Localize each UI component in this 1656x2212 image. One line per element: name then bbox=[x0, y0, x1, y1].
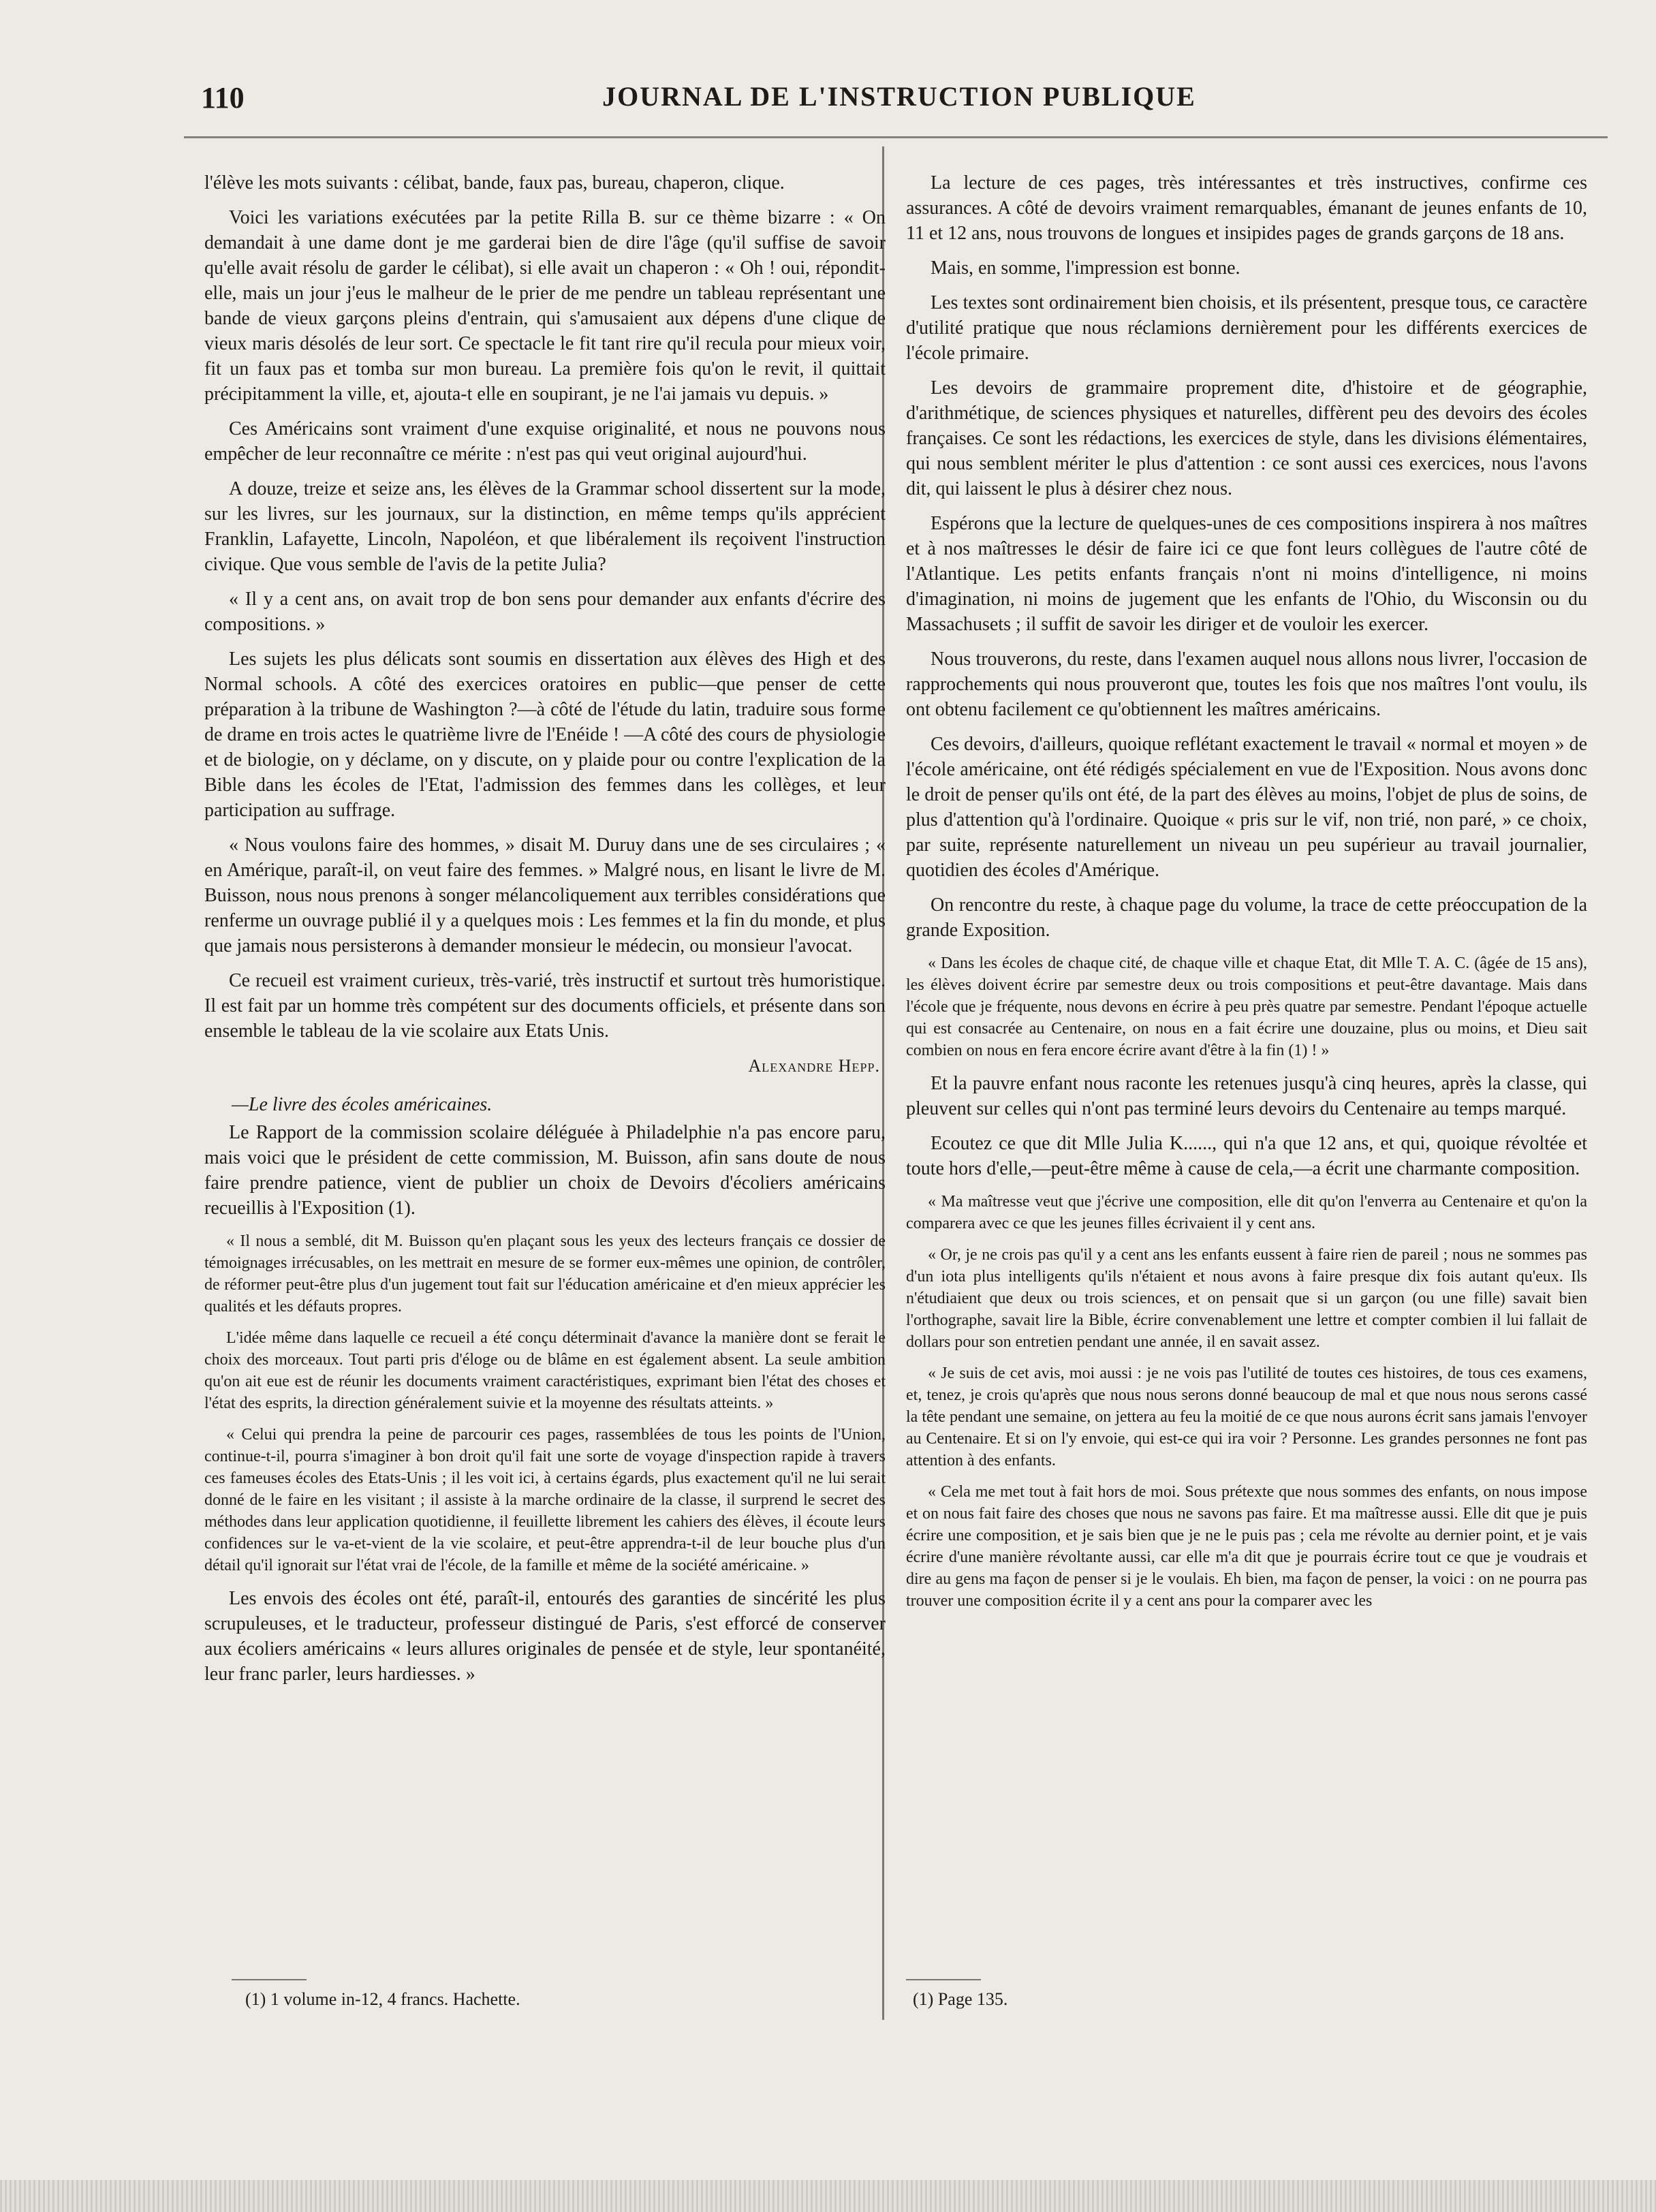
paragraph: Nous trouverons, du reste, dans l'examen auquel nous allons nous livrer, l'occasion de rapprochements qui nous prouveront que, toutes les fois que nos maîtres l'ont voulu, ils ont obtenu facilement ce qu'obtiennent les maîtres américains. bbox=[906, 649, 1587, 720]
scan-border bbox=[0, 2180, 1656, 2212]
header-rule bbox=[184, 136, 1608, 138]
author-signature: Alexandre Hepp. bbox=[748, 1056, 880, 1076]
paragraph: l'élève les mots suivants : célibat, bande, faux pas, bureau, chaperon, clique. bbox=[204, 172, 785, 193]
page-number: 110 bbox=[201, 81, 245, 114]
paragraph: « Il y a cent ans, on avait trop de bon sens pour demander aux enfants d'écrire des compositions. » bbox=[204, 589, 886, 635]
paragraph: Et la pauvre enfant nous raconte les retenues jusqu'à cinq heures, après la classe, qui pleuvent sur celles qui n'ont pas terminé leurs devoirs du Centenaire au temps marqué. bbox=[906, 1073, 1587, 1119]
paragraph: Voici les variations exécutées par la petite Rilla B. sur ce thème bizarre : « On demandait à une dame dont je me garderai bien de dire l'âge (qu'il suffise de savoir qu'elle avait résolu de garder le célibat), si elle avait un chaperon : « Oh ! oui, répondit-elle, mais un jour j'eus le malheur de le prier de me pendre un tableau représentant une bande de vieux garçons pleins d'entrain, qui s'amusaient aux dépens d'une clique de vieux maris désolés de leur sort. Ce spectacle le fit tant rire qu'il recula pour mieux voir, fit un faux pas et tomba sur mon bureau. La première fois qu'on le revit, il quittait précipitamment la ville, et, ajouta-t elle en soupirant, je ne l'ai jamais vu depuis. » bbox=[204, 207, 886, 405]
quoted-paragraph: « Or, je ne crois pas qu'il y a cent ans les enfants eussent à faire rien de pareil ; nous ne sommes pas d'un iota plus intelligents qu'ils n'étaient et nous avons à faire presque dix fois autant qu'eux. Ils n'étudiaient que deux ou trois sciences, et on pensait que si un garçon (ou une fille) savait bien l'orthographe, savait lire la Bible, écrire convenablement une lettre et compter combien il lui fallait de dollars pour son entretien pendant une année, il en savait assez. bbox=[906, 1246, 1587, 1351]
paragraph: « Nous voulons faire des hommes, » disait M. Duruy dans une de ses circulaires ; « en Amérique, paraît-il, on veut faire des femmes. » Malgré nous, en lisant le livre de M. Buisson, nous nous prenons à songer mélancoliquement aux terribles considérations que renferme un ouvrage publié il y a quelques mois : Les femmes et la fin du monde, et plus que jamais nous persisterons à demander monsieur le médecin, ou monsieur l'avocat. bbox=[204, 835, 886, 956]
footnote-rule-right bbox=[906, 1979, 981, 1980]
paragraph: On rencontre du reste, à chaque page du volume, la trace de cette préoccupation de la grande Exposition. bbox=[906, 894, 1587, 941]
page-header bbox=[201, 80, 1597, 121]
quoted-paragraph: « Il nous a semblé, dit M. Buisson qu'en plaçant sous les yeux des lecteurs français ce dossier de témoignages irrécusables, on les mettrait en mesure de se former eux-mêmes une opinion, de contrôler, de réformer peut-être plus d'un jugement tout fait sur l'éducation américaine et d'en mieux apprécier les qualités et les défauts propres. bbox=[204, 1232, 886, 1315]
paragraph: Espérons que la lecture de quelques-unes de ces compositions inspirera à nos maîtres et à nos maîtresses le désir de faire ici ce que font leurs collègues de l'autre côté de l'Atlantique. Les petits enfants français n'ont ni moins d'intelligence, ni moins d'imagination, ni moins de jugement que les enfants de l'Ohio, du Wisconsin ou du Massachusets ; il suffit de savoir les diriger et de vouloir les exercer. bbox=[906, 513, 1587, 635]
quoted-paragraph: « Cela me met tout à fait hors de moi. Sous prétexte que nous sommes des enfants, on nous impose et on nous fait faire des choses que nous ne savons pas faire. Et ma maîtresse aussi. Elle dit que je puis écrire une composition, et je sais bien que je ne le puis pas ; cela me révolte au dernier point, et je vais écrire d'une manière révoltante aussi, car elle m'a dit que je pourrais écrire tout ce que je voudrais et dire au gens ma façon de penser si je le voulais. Eh bien, ma façon de penser, la voici : on ne pourra pas trouver une composition écrite il y a cent ans pour la comparer avec les bbox=[906, 1483, 1587, 1610]
quoted-paragraph: « Je suis de cet avis, moi aussi : je ne vois pas l'utilité de toutes ces histoires, de tous ces examens, et, tenez, je crois qu'après que nous nous serons donné beaucoup de mal et que nous nous serons cassé la tête pendant une semaine, on jettera au feu la moitié de ce que nous aurons écrit sans jamais l'envoyer au Centenaire. Et si on l'y envoie, qui est-ce qui ira voir ? Personne. Les grandes personnes ne font pas attention à des enfants. bbox=[906, 1365, 1587, 1469]
paragraph: Les sujets les plus délicats sont soumis en dissertation aux élèves des High et des Normal schools. A côté des exercices oratoires en public—que penser de cette préparation à la tribune de Washington ?—à côté de l'étude du latin, traduire sous forme de drame en trois actes le quatrième livre de l'Enéide ! —A côté des cours de physiologie et de biologie, on y déclame, on y discute, on y plaide pour ou contre l'explication de la Bible dans les écoles de l'Etat, l'admission des femmes dans les collèges, et leur participation au suffrage. bbox=[204, 649, 886, 821]
quoted-paragraph: « Celui qui prendra la peine de parcourir ces pages, rassemblées de tous les points de l'Union, continue-t-il, pourra s'imaginer à bon droit qu'il fait une sorte de voyage d'inspection rapide à travers ces fameuses écoles des Etats-Unis ; il les voit ici, à certains égards, plus exactement qu'il ne lui serait donné de le faire en les visitant ; il assiste à la marche ordinaire de la classe, il surprend le secret des méthodes dans leur application quotidienne, il feuillette librement les cahiers des élèves, il écoute leurs confidences sur le va-et-vient de la vie scolaire, et peut-être apprendra-t-il de leur bouche plus d'un détail qu'il ignorait sur l'état vrai de l'école, de la famille et même de la société américaine. » bbox=[204, 1426, 886, 1574]
paragraph: Mais, en somme, l'impression est bonne. bbox=[931, 258, 1240, 279]
quoted-paragraph: L'idée même dans laquelle ce recueil a été conçu déterminait d'avance la manière dont se ferait le choix des morceaux. Tout parti pris d'éloge ou de blâme en est également absent. La seule ambition qu'on ait eue est de réunir les documents vraiment caractéristiques, exprimant bien l'état des choses et l'état des esprits, la direction généralement suivie et la moyenne des résultats atteints. » bbox=[204, 1329, 886, 1412]
paragraph: Ce recueil est vraiment curieux, très-varié, très instructif et surtout très humoristique. Il est fait par un homme très compétent sur des documents officiels, et présente dans son ensemble le tableau de la vie scolaire aux Etats Unis. bbox=[204, 970, 886, 1042]
paragraph: Ces devoirs, d'ailleurs, quoique reflétant exactement le travail « normal et moyen » de l'école américaine, ont été rédigés spécialement en vue de l'Exposition. Nous avons donc le droit de penser qu'ils ont été, de la part des élèves au moins, l'objet de plus de soins, de plus d'attention qu'à l'ordinaire. Quoique « pris sur le vif, non trié, non paré, » ce choix, par suite, représente naturellement un niveau un peu supérieur au travail journalier, quotidien des écoles d'Amérique. bbox=[906, 734, 1587, 881]
right-column bbox=[906, 170, 1587, 2010]
paragraph: Les envois des écoles ont été, paraît-il, entourés des garanties de sincérité les plus scrupuleuses, et le traducteur, professeur distingué de Paris, s'est efforcé de conserver aux écoliers américains « leurs allures originales de pensée et de style, leur spontanéité, leur franc parler, leurs hardiesses. » bbox=[204, 1588, 886, 1685]
footnote-right: (1) Page 135. bbox=[913, 1989, 1008, 2009]
footnote-left: (1) 1 volume in-12, 4 francs. Hachette. bbox=[245, 1989, 520, 2009]
quoted-paragraph: « Ma maîtresse veut que j'écrive une composition, elle dit qu'on l'enverra au Centenaire et qu'on la comparera avec ce que les jeunes filles écrivaient il y cent ans. bbox=[906, 1193, 1587, 1232]
paragraph: Les textes sont ordinairement bien choisis, et ils présentent, presque tous, ce caractère d'utilité pratique que nous réclamions dernièrement pour les différents exercices de l'école primaire. bbox=[906, 292, 1587, 364]
paragraph: Les devoirs de grammaire proprement dite, d'histoire et de géographie, d'arithmétique, de sciences physiques et naturelles, diffèrent peu des devoirs des écoles françaises. Ce sont les rédactions, les exercices de style, dans les divisions élémentaires, qui nous semblent mériter le plus d'attention : ce sont aussi ces exercices, nous l'avons dit, qui laissent le plus à désirer chez nous. bbox=[906, 377, 1587, 499]
paragraph: La lecture de ces pages, très intéressantes et très instructives, confirme ces assurances. A côté de devoirs vraiment remarquables, émanant de jeunes enfants de 10, 11 et 12 ans, nous trouvons de longues et insipides pages de grands garçons de 18 ans. bbox=[906, 172, 1587, 244]
footnote-rule-left bbox=[232, 1979, 307, 1980]
paragraph: Ecoutez ce que dit Mlle Julia K......, qui n'a que 12 ans, et qui, quoique révoltée et toute hors d'elle,—peut-être même à cause de cela,—a écrit une charmante composition. bbox=[906, 1133, 1587, 1179]
journal-title: JOURNAL DE L'INSTRUCTION PUBLIQUE bbox=[602, 81, 1196, 112]
paragraph: Le Rapport de la commission scolaire déléguée à Philadelphie n'a pas encore paru, mais voici que le président de cette commission, M. Buisson, afin sans doute de nous faire prendre patience, vient de publier un choix de Devoirs d'écoliers américains recueillis à l'Exposition (1). bbox=[204, 1122, 886, 1219]
paragraph: A douze, treize et seize ans, les élèves de la Grammar school dissertent sur la mode, sur les livres, sur les journaux, sur la distinction, en même temps qu'ils apprécient Franklin, Lafayette, Lincoln, Napoléon, et que libéralement ils reçoivent l'instruction civique. Que vous semble de l'avis de la petite Julia? bbox=[204, 478, 886, 575]
quoted-paragraph: « Dans les écoles de chaque cité, de chaque ville et chaque Etat, dit Mlle T. A. C. (âgée de 15 ans), les élèves doivent écrire par semestre deux ou trois compositions et peut-être davantage. Mais dans l'école que je fréquente, nous devons en écrire à peu près quatre par semestre. Pendant l'époque actuelle qui est consacrée au Centenaire, on nous en a fait écrire une douzaine, plus ou moins, et Dieu sait combien on nous en fera encore écrire avant d'être à la fin (1) ! » bbox=[906, 954, 1587, 1059]
paragraph: Ces Américains sont vraiment d'une exquise originalité, et nous ne pouvons nous empêcher de leur reconnaître ce mérite : n'est pas qui veut original aujourd'hui. bbox=[204, 418, 886, 465]
left-column bbox=[204, 170, 886, 2010]
section-heading: —Le livre des écoles américaines. bbox=[232, 1094, 493, 1115]
